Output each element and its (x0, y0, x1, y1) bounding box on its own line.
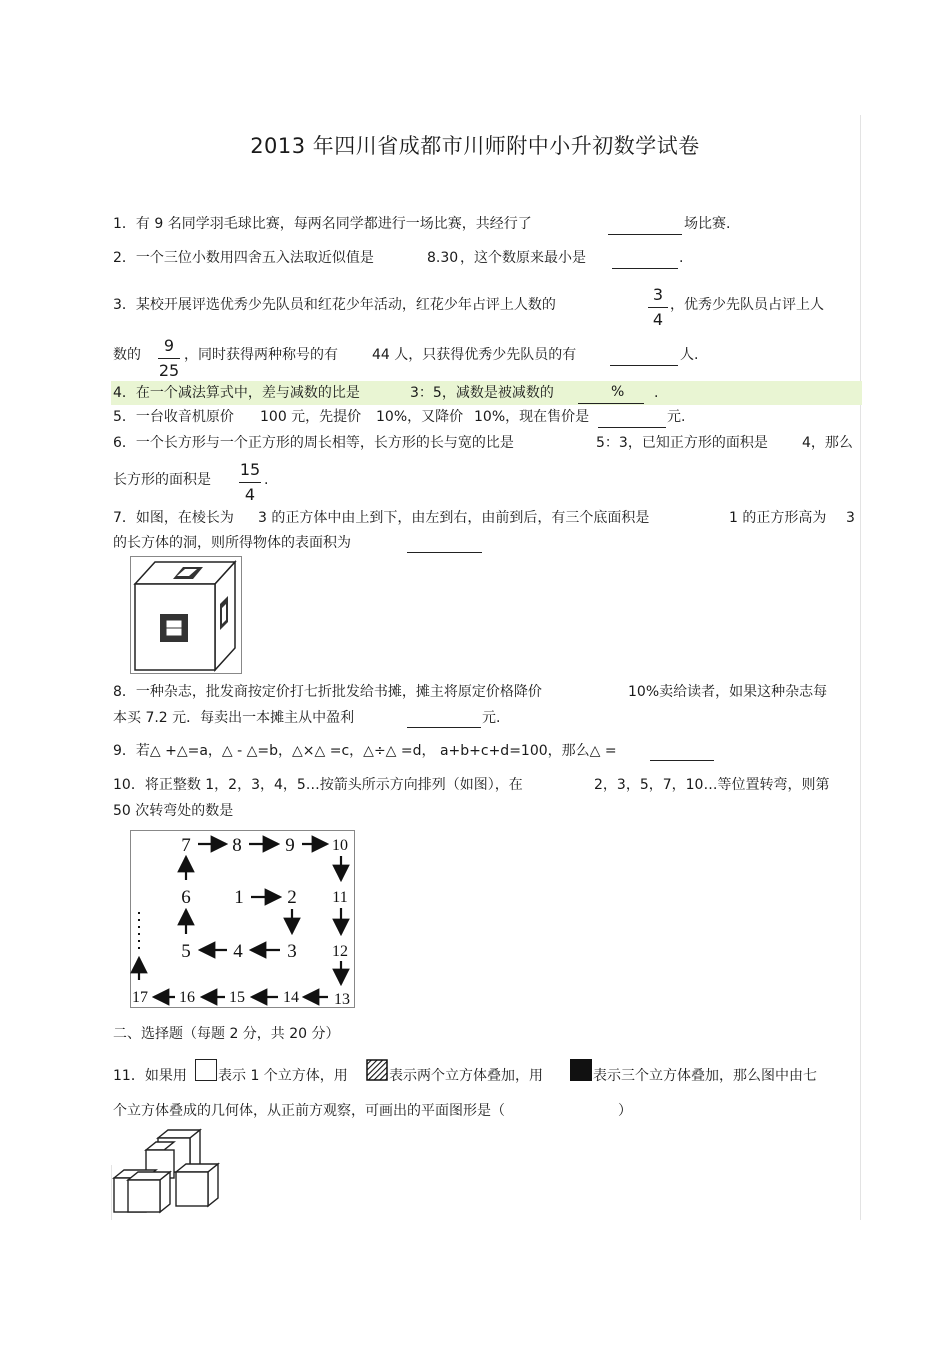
fraction-bar (648, 307, 668, 308)
question-11-b: 表示 1 个立方体，用 (218, 1068, 348, 1084)
grid-number: 1 (234, 887, 244, 908)
cube-edge (176, 1172, 208, 1206)
grid-number: 9 (285, 835, 295, 856)
cube-with-holes-figure (130, 556, 242, 674)
question-2-text: 2．一个三位小数用四舍五入法取近似值是 (113, 250, 374, 266)
grid-number: 5 (181, 941, 191, 962)
question-5-p1: 10%，又降价 (376, 409, 464, 425)
fraction-bar (158, 358, 180, 359)
question-10-positions: 2，3，5，7，10…等位置转弯，则第 (594, 777, 830, 793)
question-3-after-2: 人. (680, 347, 699, 363)
right-margin-line (860, 115, 861, 1220)
question-2-blank[interactable] (612, 252, 678, 269)
grid-number: 8 (232, 835, 242, 856)
question-5-p2: 10%，现在售价是 (474, 409, 590, 425)
grid-number: 16 (179, 989, 195, 1006)
question-3-line2a: 数的 (113, 347, 141, 363)
question-3-line2b: ，同时获得两种称号的有 (184, 347, 338, 363)
question-6-area: 4，那么 (802, 435, 853, 451)
question-3-fraction-1 (646, 285, 670, 330)
question-2-mid: ，这个数原来最小是 (460, 250, 586, 266)
grid-number: 17 (132, 989, 148, 1006)
question-7-text: 7．如图，在棱长为 (113, 510, 234, 526)
figure-frame (131, 831, 355, 1008)
fraction-denominator: 4 (652, 310, 664, 329)
question-10-line2: 50 次转弯处的数是 (113, 803, 234, 819)
question-8-pct: 10%卖给读者，如果这种杂志每 (628, 684, 828, 700)
question-7-height: 3 (846, 510, 855, 526)
triple-cube-icon (570, 1059, 592, 1081)
fraction-numerator: 15 (239, 460, 261, 479)
fraction-numerator: 3 (652, 285, 664, 304)
question-5-text: 5．一台收音机原价 (113, 409, 234, 425)
question-6-fraction (237, 460, 263, 505)
grid-number: 4 (233, 941, 243, 962)
question-3-after-1: ，优秀少先队员占评上人 (670, 297, 824, 313)
question-11-a: 11．如果用 (113, 1068, 187, 1084)
question-7-edge: 3 的正方体中由上到下，由左到右，由前到后，有三个底面积是 (258, 510, 650, 526)
question-7-base: 1 的正方形高为 (729, 510, 827, 526)
double-cube-icon (366, 1059, 388, 1081)
fraction-denominator: 25 (158, 361, 180, 380)
cube-edge (160, 1172, 170, 1212)
grid-number: 10 (332, 837, 348, 854)
grid-number: 13 (334, 991, 350, 1008)
question-11-c: 表示两个立方体叠加，用 (389, 1068, 543, 1084)
question-9-blank[interactable] (650, 744, 714, 761)
grid-number: 12 (332, 943, 348, 960)
question-10-text: 10．将正整数 1，2，3，4，5…按箭头所示方向排列（如图），在 (113, 777, 523, 793)
question-3-count: 44 人，只获得优秀少先队员的有 (372, 347, 577, 363)
question-4-text: 4．在一个减法算式中，差与减数的比是 (113, 385, 360, 401)
grid-number: 15 (229, 989, 245, 1006)
single-cube-icon (195, 1059, 217, 1081)
question-8-line2: 本买 7.2 元．每卖出一本摊主从中盈利 (113, 710, 355, 726)
question-8-blank[interactable] (407, 711, 481, 728)
question-6-after: . (264, 472, 269, 488)
question-6-line2: 长方形的面积是 (113, 472, 211, 488)
question-7-blank[interactable] (407, 536, 482, 553)
question-11-line2: 个立方体叠成的几何体，从正前方观察，可画出的平面图形是（ (113, 1103, 505, 1119)
question-8-after: 元. (482, 710, 501, 726)
fraction-bar (239, 482, 261, 483)
question-3-text: 3．某校开展评选优秀少先队员和红花少年活动，红花少年占评上人数的 (113, 297, 556, 313)
question-9-text: 9．若△ +△=a，△ - △=b，△×△ =c，△÷△ =d， a+b+c+d=100，那么△ = (113, 743, 617, 759)
grid-number: 2 (287, 887, 297, 908)
section-2-heading: 二、选择题（每题 2 分，共 20 分） (113, 1026, 340, 1042)
question-7-line2: 的长方体的洞，则所得物体的表面积为 (113, 535, 351, 551)
question-1-blank[interactable] (608, 218, 682, 235)
grid-number: 11 (332, 889, 348, 906)
fraction-denominator: 4 (244, 485, 256, 504)
question-4-percent: % (611, 384, 625, 400)
question-3-fraction-2 (156, 336, 182, 381)
question-11-d: 表示三个立方体叠加，那么图中由七 (593, 1068, 817, 1084)
question-4-after: . (654, 385, 659, 401)
question-5-blank[interactable] (598, 411, 666, 428)
grid-number: 7 (181, 835, 191, 856)
question-2-after: . (679, 250, 684, 266)
question-5-after: 元. (667, 409, 686, 425)
cube-edge (128, 1180, 160, 1212)
question-3-blank[interactable] (610, 349, 678, 366)
question-1-after: 场比赛. (684, 216, 731, 232)
cube-edge (208, 1164, 218, 1206)
question-6-text: 6．一个长方形与一个正方形的周长相等，长方形的长与宽的比是 (113, 435, 514, 451)
question-6-ratio: 5：3，已知正方形的面积是 (596, 435, 768, 451)
grid-number: 3 (287, 941, 297, 962)
question-1-text: 1．有 9 名同学羽毛球比赛，每两名同学都进行一场比赛，共经行了 (113, 216, 532, 232)
question-11-close: ） (618, 1103, 632, 1119)
spiral-number-figure (130, 830, 355, 1008)
question-8-text: 8．一种杂志，批发商按定价打七折批发给书摊，摊主将原定价格降价 (113, 684, 542, 700)
fraction-numerator: 9 (163, 336, 175, 355)
question-2-value: 8.30 (427, 250, 459, 266)
question-5-price: 100 元，先提价 (260, 409, 362, 425)
grid-number: 14 (283, 989, 299, 1006)
question-4-ratio: 3：5，减数是被减数的 (410, 385, 554, 401)
page-title: 2013 年四川省成都市川师附中小升初数学试卷 (250, 134, 700, 158)
grid-number: 6 (181, 887, 191, 908)
stacked-cubes-figure (112, 1128, 220, 1214)
